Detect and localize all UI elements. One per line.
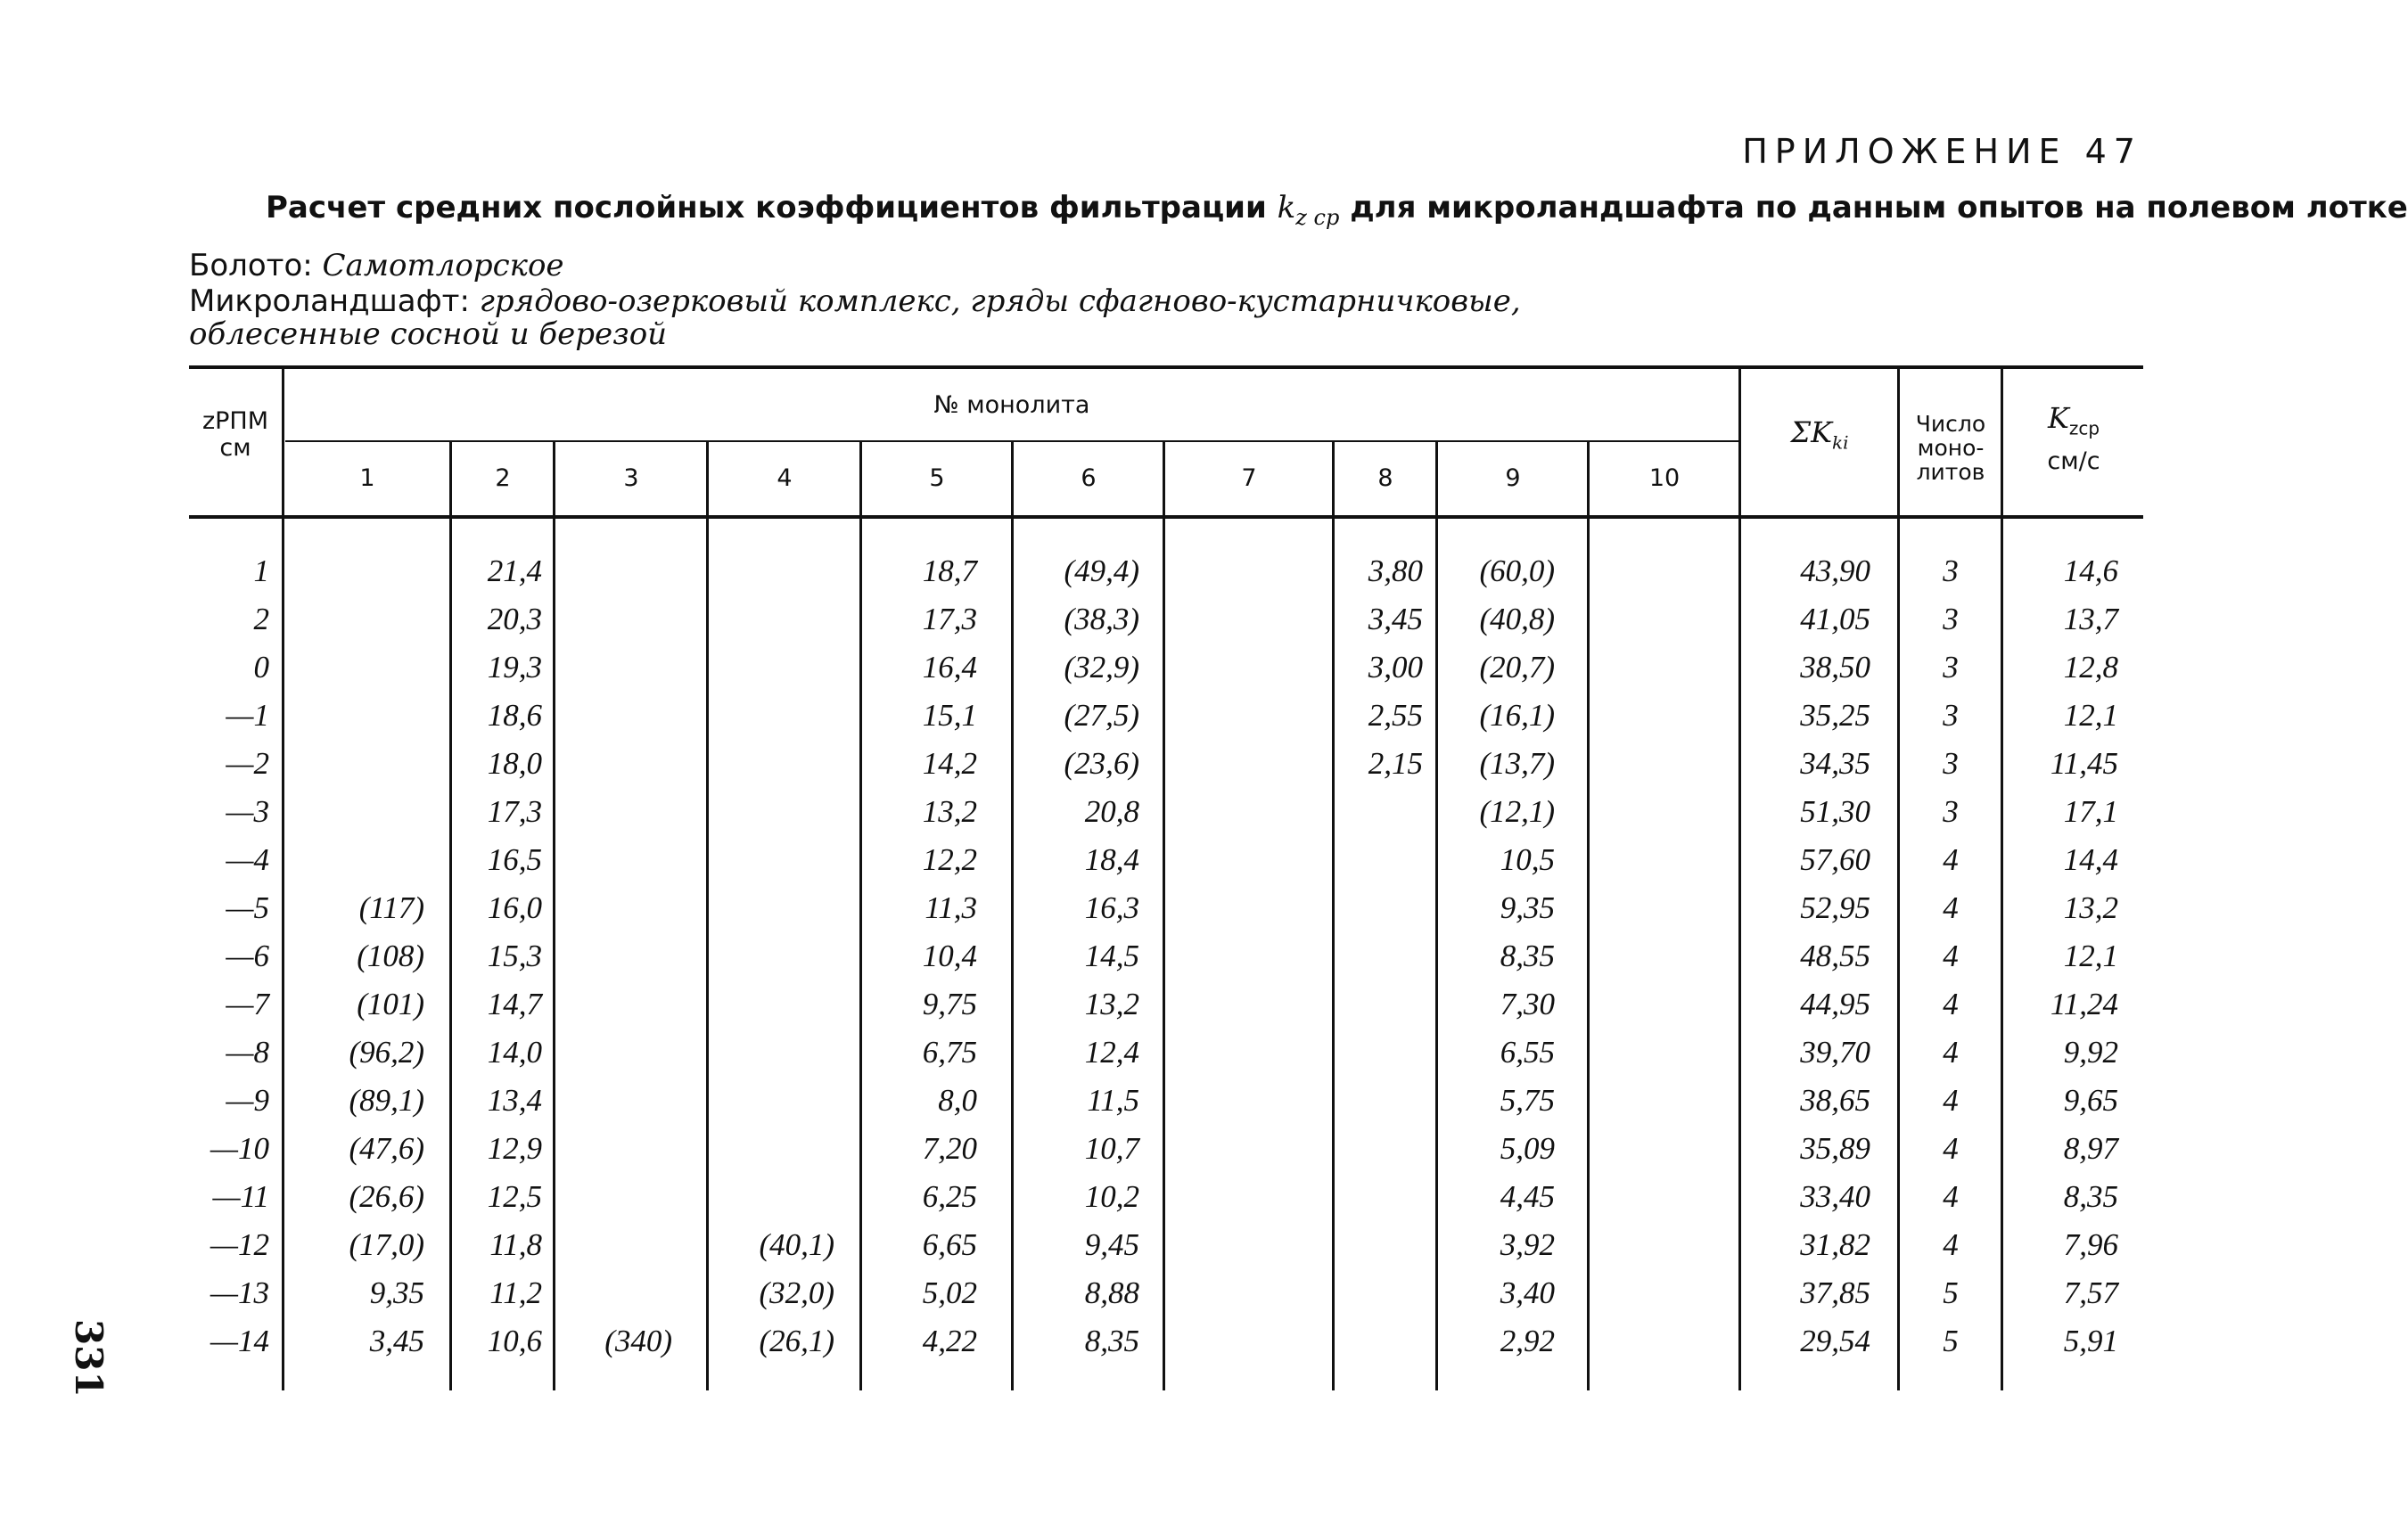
microlandscape-line-2 — [189, 316, 667, 352]
monolith-count-cell: 3 — [1943, 794, 1959, 829]
sum-header: $\Sigma K_{ki}$ — [1790, 415, 1849, 454]
monolith-count-cell: 4 — [1943, 1179, 1959, 1214]
depth-cell: —2 — [226, 746, 269, 781]
kavg-cell: 14,4 — [2063, 842, 2118, 877]
monolith-2-cell: 17,3 — [487, 794, 542, 829]
col-divider-10 — [1738, 369, 1741, 1390]
monolith-number-7: 7 — [1241, 464, 1257, 492]
monolith-9-cell: (20,7) — [1479, 650, 1555, 685]
monolith-1-cell: 9,35 — [369, 1275, 424, 1310]
col-divider-2 — [553, 442, 555, 1390]
monolith-9-cell: 10,5 — [1500, 842, 1555, 877]
monolith-count-cell: 3 — [1943, 650, 1959, 685]
monolith-1-cell: (17,0) — [349, 1227, 424, 1262]
depth-cell: —4 — [226, 842, 269, 877]
monolith-5-cell: 9,75 — [922, 987, 977, 1021]
monolith-1-cell: (108) — [357, 939, 424, 973]
monolith-2-cell: 19,3 — [487, 650, 542, 685]
depth-cell: 2 — [253, 602, 269, 636]
monolith-9-cell: 3,40 — [1500, 1275, 1555, 1310]
monolith-1-cell: (26,6) — [349, 1179, 424, 1214]
monolith-5-cell: 8,0 — [938, 1083, 977, 1118]
kavg-cell: 11,45 — [2050, 746, 2118, 781]
monolith-number-3: 3 — [623, 464, 639, 492]
monolith-5-cell: 6,75 — [922, 1035, 977, 1070]
bog-line — [189, 248, 564, 283]
monolith-2-cell: 11,8 — [489, 1227, 542, 1262]
kavg-cell: 9,92 — [2063, 1035, 2118, 1070]
monolith-count-cell: 3 — [1943, 746, 1959, 781]
monolith-2-cell: 14,0 — [487, 1035, 542, 1070]
monolith-9-cell: (40,8) — [1479, 602, 1555, 636]
kavg-cell: 7,57 — [2063, 1275, 2118, 1310]
monolith-count-cell: 5 — [1943, 1324, 1959, 1358]
monolith-number-1: 1 — [359, 464, 375, 492]
monolith-9-cell: 6,55 — [1500, 1035, 1555, 1070]
monolith-number-5: 5 — [929, 464, 945, 492]
sum-cell: 38,50 — [1800, 650, 1870, 685]
monolith-6-cell: (38,3) — [1064, 602, 1139, 636]
monolith-6-cell: (27,5) — [1064, 698, 1139, 733]
monolith-6-cell: 14,5 — [1084, 939, 1139, 973]
appendix-label: ПРИЛОЖЕНИЕ 47 — [1742, 132, 2142, 171]
kavg-header: $K_{zср}$ см/с — [2047, 401, 2100, 476]
monolith-number-10: 10 — [1648, 464, 1681, 492]
monolith-count-cell: 5 — [1943, 1275, 1959, 1310]
depth-cell: —14 — [210, 1324, 269, 1358]
monolith-6-cell: 12,4 — [1084, 1035, 1139, 1070]
monolith-2-cell: 18,0 — [487, 746, 542, 781]
monolith-1-cell: (89,1) — [349, 1083, 424, 1118]
monolith-1-cell: (101) — [357, 987, 424, 1021]
col-divider-count — [2001, 369, 2003, 1390]
col-divider-3 — [706, 442, 709, 1390]
col-divider-5 — [1011, 442, 1014, 1390]
monolith-count-cell: 3 — [1943, 698, 1959, 733]
monolith-9-cell: (16,1) — [1479, 698, 1555, 733]
monolith-number-9: 9 — [1505, 464, 1521, 492]
monolith-2-cell: 10,6 — [487, 1324, 542, 1358]
monolith-9-cell: 5,75 — [1500, 1083, 1555, 1118]
sum-cell: 44,95 — [1800, 987, 1870, 1021]
monolith-5-cell: 13,2 — [922, 794, 977, 829]
monolith-9-cell: (12,1) — [1479, 794, 1555, 829]
monolith-9-cell: (13,7) — [1479, 746, 1555, 781]
monolith-number-6: 6 — [1081, 464, 1097, 492]
monolith-2-cell: 12,5 — [487, 1179, 542, 1214]
col-divider-9 — [1587, 442, 1590, 1390]
monolith-5-cell: 7,20 — [922, 1131, 977, 1166]
monolith-number-8: 8 — [1377, 464, 1393, 492]
col-divider-1 — [449, 442, 452, 1390]
monolith-count-cell: 4 — [1943, 1035, 1959, 1070]
monolith-group-header: № монолита — [933, 391, 1090, 419]
depth-cell: —12 — [210, 1227, 269, 1262]
kavg-cell: 14,6 — [2063, 554, 2118, 588]
monolith-4-cell: (26,1) — [759, 1324, 834, 1358]
monolith-8-cell: 2,15 — [1368, 746, 1423, 781]
monolith-1-cell: 3,45 — [369, 1324, 424, 1358]
kavg-cell: 13,7 — [2063, 602, 2118, 636]
monolith-8-cell: 3,80 — [1368, 554, 1423, 588]
depth-cell: —11 — [212, 1179, 269, 1214]
monolith-6-cell: 8,88 — [1084, 1275, 1139, 1310]
monolith-6-cell: 18,4 — [1084, 842, 1139, 877]
col-divider-7 — [1332, 442, 1335, 1390]
monolith-5-cell: 4,22 — [922, 1324, 977, 1358]
microlandscape-value: грядово-озерковый комплекс, гряды сфагново-кустарничковые, — [479, 283, 1521, 319]
monolith-5-cell: 16,4 — [922, 650, 977, 685]
kavg-cell: 12,1 — [2063, 698, 2118, 733]
z-label: zРПМ — [201, 407, 269, 435]
monolith-5-cell: 14,2 — [922, 746, 977, 781]
monolith-5-cell: 5,02 — [922, 1275, 977, 1310]
kavg-cell: 13,2 — [2063, 890, 2118, 925]
sum-cell: 35,89 — [1800, 1131, 1870, 1166]
monolith-2-cell: 16,5 — [487, 842, 542, 877]
monolith-2-cell: 13,4 — [487, 1083, 542, 1118]
monolith-6-cell: 20,8 — [1084, 794, 1139, 829]
monolith-4-cell: (40,1) — [759, 1227, 834, 1262]
monolith-count-cell: 4 — [1943, 939, 1959, 973]
kavg-cell: 9,65 — [2063, 1083, 2118, 1118]
kavg-cell: 8,97 — [2063, 1131, 2118, 1166]
sum-cell: 31,82 — [1800, 1227, 1870, 1262]
kavg-cell: 12,8 — [2063, 650, 2118, 685]
monolith-count-cell: 4 — [1943, 1131, 1959, 1166]
monolith-5-cell: 18,7 — [922, 554, 977, 588]
depth-cell: —8 — [226, 1035, 269, 1070]
monolith-2-cell: 14,7 — [487, 987, 542, 1021]
monolith-count-cell: 4 — [1943, 890, 1959, 925]
depth-cell: —10 — [210, 1131, 269, 1166]
monolith-6-cell: 10,2 — [1084, 1179, 1139, 1214]
depth-cell: 0 — [253, 650, 269, 685]
monolith-count-cell: 3 — [1943, 602, 1959, 636]
monolith-2-cell: 16,0 — [487, 890, 542, 925]
kavg-cell: 8,35 — [2063, 1179, 2118, 1214]
monolith-1-cell: (47,6) — [349, 1131, 424, 1166]
sum-cell: 39,70 — [1800, 1035, 1870, 1070]
sum-cell: 43,90 — [1800, 554, 1870, 588]
kavg-cell: 5,91 — [2063, 1324, 2118, 1358]
sum-cell: 38,65 — [1800, 1083, 1870, 1118]
monolith-count-cell: 4 — [1943, 842, 1959, 877]
title-symbol: $k_{z ср}$ — [1277, 190, 1340, 230]
z-header — [189, 408, 282, 462]
monolith-2-cell: 12,9 — [487, 1131, 542, 1166]
monolith-5-cell: 10,4 — [922, 939, 977, 973]
monolith-9-cell: 9,35 — [1500, 890, 1555, 925]
monolith-9-cell: 4,45 — [1500, 1179, 1555, 1214]
monolith-6-cell: 16,3 — [1084, 890, 1139, 925]
depth-cell: —13 — [210, 1275, 269, 1310]
monolith-4-cell: (32,0) — [759, 1275, 834, 1310]
depth-cell: —5 — [226, 890, 269, 925]
sum-cell: 41,05 — [1800, 602, 1870, 636]
monolith-2-cell: 18,6 — [487, 698, 542, 733]
depth-cell: —6 — [226, 939, 269, 973]
col-divider-sum — [1897, 369, 1900, 1390]
monolith-5-cell: 17,3 — [922, 602, 977, 636]
monolith-6-cell: 13,2 — [1084, 987, 1139, 1021]
title-after: для микроландшафта по данным опытов на полевом лотке — [1350, 190, 2408, 226]
monolith-9-cell: 2,92 — [1500, 1324, 1555, 1358]
title-before: Расчет средних послойных коэффициентов фильтрации — [266, 190, 1267, 226]
microlandscape-label: Микроландшафт: — [189, 283, 470, 319]
depth-cell: —9 — [226, 1083, 269, 1118]
monolith-6-cell: (49,4) — [1064, 554, 1139, 588]
monolith-5-cell: 11,3 — [925, 890, 977, 925]
sum-cell: 51,30 — [1800, 794, 1870, 829]
col-divider-6 — [1163, 442, 1165, 1390]
count-header: Число моно- литов — [1915, 411, 1986, 485]
kavg-cell: 12,1 — [2063, 939, 2118, 973]
page-number: 331 — [67, 1319, 111, 1398]
sum-cell: 35,25 — [1800, 698, 1870, 733]
col-divider-4 — [859, 442, 862, 1390]
monolith-5-cell: 6,65 — [922, 1227, 977, 1262]
kavg-cell: 7,96 — [2063, 1227, 2118, 1262]
monolith-number-4: 4 — [777, 464, 793, 492]
kavg-cell: 17,1 — [2063, 794, 2118, 829]
monolith-number-2: 2 — [495, 464, 511, 492]
kavg-cell: 11,24 — [2050, 987, 2118, 1021]
sum-cell: 57,60 — [1800, 842, 1870, 877]
monolith-8-cell: 3,00 — [1368, 650, 1423, 685]
monolith-count-cell: 4 — [1943, 1227, 1959, 1262]
bog-value: Самотлорское — [322, 248, 564, 283]
monolith-9-cell: 5,09 — [1500, 1131, 1555, 1166]
sum-cell: 37,85 — [1800, 1275, 1870, 1310]
table-header-rule — [189, 515, 2143, 519]
monolith-6-cell: 9,45 — [1084, 1227, 1139, 1262]
monolith-9-cell: 3,92 — [1500, 1227, 1555, 1262]
depth-cell: —3 — [226, 794, 269, 829]
table-top-rule — [189, 365, 2143, 369]
monolith-6-cell: 11,5 — [1087, 1083, 1139, 1118]
monolith-count-cell: 3 — [1943, 554, 1959, 588]
monolith-9-cell: (60,0) — [1479, 554, 1555, 588]
monolith-8-cell: 3,45 — [1368, 602, 1423, 636]
sum-cell: 34,35 — [1800, 746, 1870, 781]
monolith-2-cell: 15,3 — [487, 939, 542, 973]
microlandscape-line — [189, 283, 1521, 319]
sum-cell: 29,54 — [1800, 1324, 1870, 1358]
microlandscape-value-2: облесенные сосной и березой — [189, 316, 668, 352]
depth-cell: 1 — [253, 554, 269, 588]
monolith-5-cell: 6,25 — [922, 1179, 977, 1214]
monolith-5-cell: 12,2 — [922, 842, 977, 877]
monolith-5-cell: 15,1 — [922, 698, 977, 733]
monolith-1-cell: (117) — [358, 890, 424, 925]
bog-label: Болото: — [189, 248, 313, 283]
monolith-2-cell: 11,2 — [489, 1275, 542, 1310]
monolith-6-cell: (32,9) — [1064, 650, 1139, 685]
monolith-9-cell: 7,30 — [1500, 987, 1555, 1021]
col-divider-z — [282, 369, 284, 1390]
table-title — [266, 190, 2408, 230]
sum-cell: 33,40 — [1800, 1179, 1870, 1214]
monolith-count-cell: 4 — [1943, 1083, 1959, 1118]
monolith-6-cell: (23,6) — [1064, 746, 1139, 781]
monolith-6-cell: 8,35 — [1084, 1324, 1139, 1358]
monolith-1-cell: (96,2) — [349, 1035, 424, 1070]
sum-cell: 52,95 — [1800, 890, 1870, 925]
monolith-6-cell: 10,7 — [1084, 1131, 1139, 1166]
depth-cell: —1 — [226, 698, 269, 733]
monolith-2-cell: 21,4 — [487, 554, 542, 588]
sum-cell: 48,55 — [1800, 939, 1870, 973]
z-unit: см — [219, 434, 251, 462]
col-divider-8 — [1435, 442, 1438, 1390]
monolith-9-cell: 8,35 — [1500, 939, 1555, 973]
monolith-3-cell: (340) — [604, 1324, 672, 1358]
monolith-count-cell: 4 — [1943, 987, 1959, 1021]
depth-cell: —7 — [226, 987, 269, 1021]
monolith-2-cell: 20,3 — [487, 602, 542, 636]
monolith-8-cell: 2,55 — [1368, 698, 1423, 733]
